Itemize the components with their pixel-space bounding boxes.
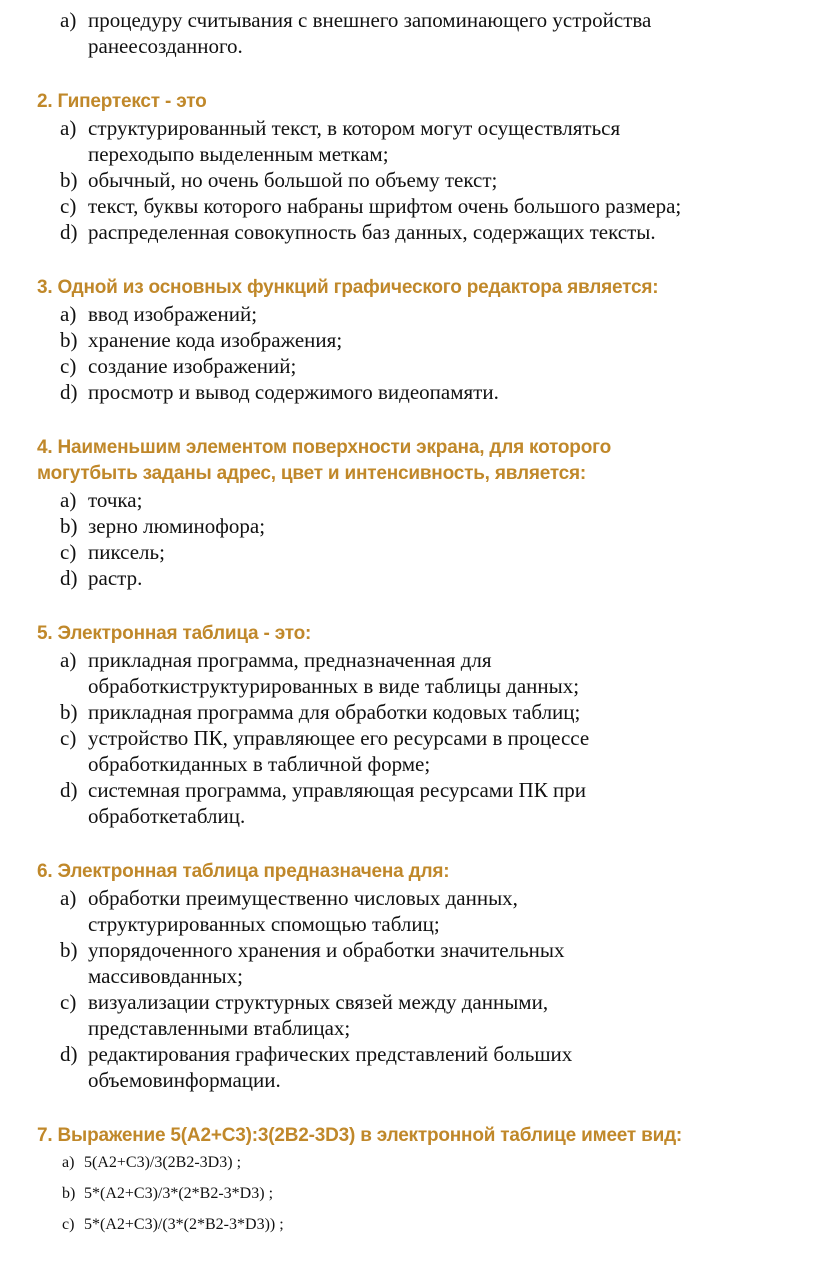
- answer-option: [0, 379, 816, 405]
- answer-option: [0, 725, 816, 777]
- answer-option: [0, 513, 816, 539]
- question-section: [0, 275, 816, 405]
- option-text-line: точка;: [88, 488, 143, 512]
- answer-option: [0, 937, 816, 989]
- option-text-line: 5(A2+C3)/3(2B2-3D3) ;: [84, 1154, 242, 1171]
- option-label: b): [60, 700, 78, 724]
- option-text-line: прикладная программа, предназначенная для: [88, 648, 492, 672]
- answer-option: [0, 219, 816, 245]
- option-label: d): [60, 220, 78, 244]
- option-text-line: распределенная совокупность баз данных, содержащих тексты.: [88, 220, 656, 244]
- question-section: [0, 435, 816, 591]
- option-label: b): [62, 1185, 76, 1202]
- option-text-line: упорядоченного хранения и обработки значительных: [88, 938, 565, 962]
- option-text-line: обработки преимущественно числовых данных,: [88, 886, 518, 910]
- option-text-line: обработкетаблиц.: [88, 804, 246, 828]
- option-text-line: процедуру считывания с внешнего запоминающего устройства: [88, 8, 652, 32]
- option-text-line: обработкиданных в табличной форме;: [88, 752, 431, 776]
- option-text-line: 5*(A2+C3)/3*(2*B2-3*D3) ;: [84, 1185, 274, 1202]
- option-text-line: растр.: [88, 566, 143, 590]
- answer-option: [0, 1209, 816, 1240]
- question-section: [0, 859, 816, 1093]
- option-text-line: переходыпо выделенным меткам;: [88, 142, 389, 166]
- question-heading: 3. Одной из основных функций графического редактора является:: [37, 277, 659, 298]
- answer-option: [0, 777, 816, 829]
- option-text-line: структурированный текст, в котором могут осуществляться: [88, 116, 621, 140]
- option-text-line: ранеесозданного.: [88, 34, 243, 58]
- answer-option: [0, 1178, 816, 1209]
- option-text-line: объемовинформации.: [88, 1068, 281, 1092]
- option-label: a): [60, 648, 77, 672]
- option-text-line: ввод изображений;: [88, 302, 258, 326]
- option-label: a): [62, 1154, 75, 1171]
- option-text-line: зерно люминофора;: [88, 514, 266, 538]
- option-label: c): [60, 990, 77, 1014]
- answer-option: [0, 989, 816, 1041]
- answer-option: [0, 565, 816, 591]
- option-label: a): [60, 886, 77, 910]
- option-label: b): [60, 168, 78, 192]
- option-text-line: массивовданных;: [88, 964, 243, 988]
- option-label: b): [60, 938, 78, 962]
- answer-option: [0, 539, 816, 565]
- question-heading: 6. Электронная таблица предназначена для:: [37, 861, 450, 882]
- option-text-line: устройство ПК, управляющее его ресурсами в процессе: [88, 726, 590, 750]
- answer-option: [0, 115, 816, 167]
- option-text-line: создание изображений;: [88, 354, 297, 378]
- answer-option: [0, 1147, 816, 1178]
- answer-option: [0, 167, 816, 193]
- option-label: a): [60, 488, 77, 512]
- question-section: [0, 1123, 816, 1240]
- answer-option: [0, 699, 816, 725]
- option-label: a): [60, 116, 77, 140]
- option-label: c): [60, 726, 77, 750]
- option-text-line: обработкиструктурированных в виде таблицы данных;: [88, 674, 580, 698]
- question-heading: могутбыть заданы адрес, цвет и интенсивность, является:: [37, 463, 587, 484]
- option-text-line: системная программа, управляющая ресурсами ПК при: [88, 778, 586, 802]
- option-label: a): [60, 8, 77, 32]
- question-section: [0, 89, 816, 245]
- answer-option: [0, 487, 816, 513]
- option-text-line: 5*(A2+C3)/(3*(2*B2-3*D3)) ;: [84, 1216, 284, 1233]
- question-heading: 7. Выражение 5(A2+C3):3(2B2-3D3) в электронной таблице имеет вид:: [37, 1125, 683, 1146]
- option-text-line: редактирования графических представлений больших: [88, 1042, 573, 1066]
- option-label: c): [60, 540, 77, 564]
- option-text-line: пиксель;: [88, 540, 165, 564]
- answer-option: [0, 885, 816, 937]
- answer-option: [0, 327, 816, 353]
- option-label: d): [60, 778, 78, 802]
- option-text-line: обычный, но очень большой по объему текст;: [88, 168, 498, 192]
- answer-option: [0, 1041, 816, 1093]
- question-heading: 4. Наименьшим элементом поверхности экрана, для которого: [37, 437, 611, 458]
- test-document: [0, 7, 816, 1270]
- option-text-line: представленными втаблицах;: [88, 1016, 351, 1040]
- option-text-line: визуализации структурных связей между данными,: [88, 990, 549, 1014]
- question-section: [0, 621, 816, 829]
- option-label: b): [60, 514, 78, 538]
- question-section: [0, 7, 816, 59]
- option-text-line: текст, буквы которого набраны шрифтом очень большого размера;: [88, 194, 682, 218]
- option-text-line: просмотр и вывод содержимого видеопамяти.: [88, 380, 499, 404]
- option-text-line: хранение кода изображения;: [88, 328, 343, 352]
- option-text-line: структурированных спомощью таблиц;: [88, 912, 440, 936]
- answer-option: [0, 647, 816, 699]
- answer-option: [0, 353, 816, 379]
- question-heading: 2. Гипертекст - это: [37, 91, 207, 112]
- option-label: d): [60, 566, 78, 590]
- answer-option: [0, 301, 816, 327]
- answer-option: [0, 7, 816, 59]
- option-label: b): [60, 328, 78, 352]
- option-text-line: прикладная программа для обработки кодовых таблиц;: [88, 700, 581, 724]
- option-label: c): [62, 1216, 75, 1233]
- option-label: d): [60, 380, 78, 404]
- option-label: a): [60, 302, 77, 326]
- option-label: c): [60, 354, 77, 378]
- answer-option: [0, 193, 816, 219]
- option-label: d): [60, 1042, 78, 1066]
- option-label: c): [60, 194, 77, 218]
- question-heading: 5. Электронная таблица - это:: [37, 623, 312, 644]
